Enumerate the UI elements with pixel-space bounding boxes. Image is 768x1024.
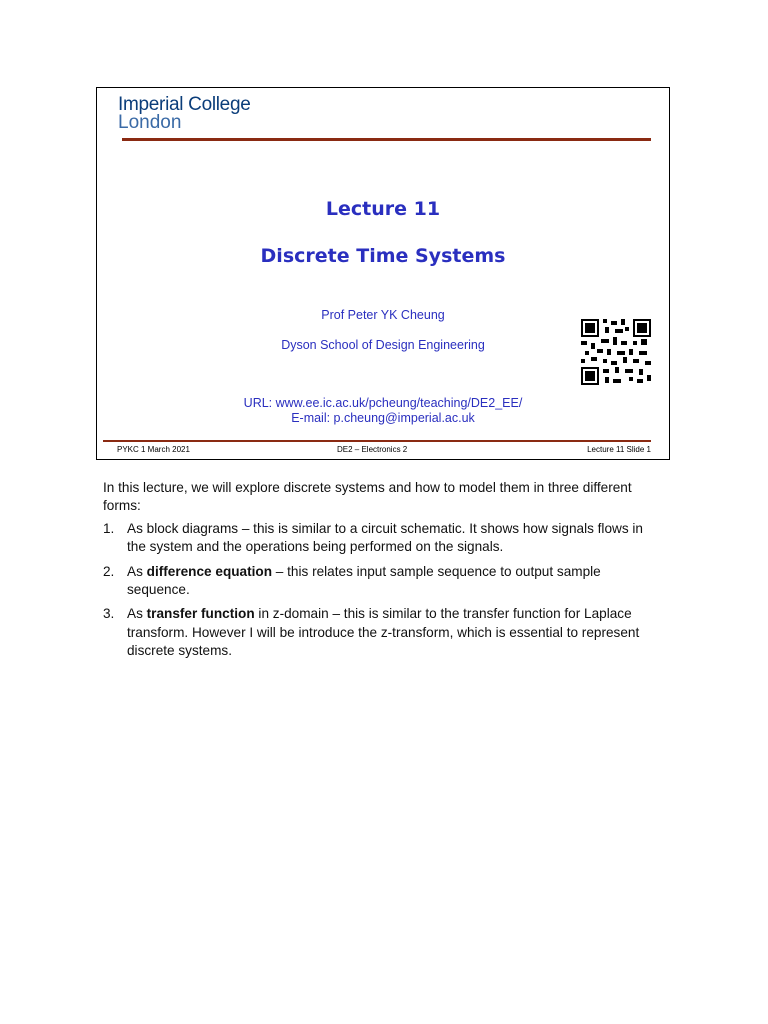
- imperial-logo: [118, 96, 251, 132]
- list-number: 2.: [103, 563, 115, 579]
- email-link[interactable]: E-mail: p.cheung@imperial.ac.uk: [291, 411, 475, 425]
- lecture-slide: [96, 87, 670, 460]
- logo-line-2: London: [118, 112, 182, 133]
- logo-line-1: Imperial College: [118, 94, 251, 115]
- list-item: [103, 520, 663, 557]
- item-text-pre: As: [127, 563, 147, 579]
- slide-title: Lecture 11: [325, 198, 441, 220]
- item-text: As block diagrams – this is similar to a circuit schematic. It shows how signals flows in the system and the operations being performed on the signals.: [127, 520, 643, 555]
- list-number: 1.: [103, 520, 115, 536]
- item-text-post: in z-domain – this is similar to the transfer function for Laplace transform. However I will be introduce the z-transform, which is essential to represent discrete systems.: [127, 606, 640, 659]
- school-name: Dyson School of Design Engineering: [281, 338, 485, 352]
- footer-author-date: PYKC 1 March 2021: [117, 445, 190, 454]
- list-item: [103, 605, 663, 660]
- header-rule: [122, 138, 651, 141]
- notes-intro: In this lecture, we will explore discrete systems and how to model them in three different forms:: [103, 480, 632, 514]
- qr-code-icon: [581, 319, 651, 385]
- item-text-pre: As: [127, 606, 147, 622]
- slide-subtitle: Discrete Time Systems: [260, 245, 506, 267]
- item-term: transfer function: [146, 606, 255, 622]
- footer-course: DE2 – Electronics 2: [337, 445, 408, 454]
- contact-block: [97, 396, 669, 426]
- list-item: [103, 563, 663, 600]
- footer-slide-number: Lecture 11 Slide 1: [587, 445, 651, 454]
- list-number: 3.: [103, 606, 115, 622]
- footer-rule: [103, 440, 651, 442]
- author-name: Prof Peter YK Cheung: [321, 308, 445, 322]
- lecture-notes: [103, 479, 663, 667]
- forms-list: [103, 520, 663, 661]
- item-text-post: – this relates input sample sequence to output sample sequence.: [127, 563, 601, 598]
- url-link[interactable]: URL: www.ee.ic.ac.uk/pcheung/teaching/DE2_EE/: [243, 396, 523, 410]
- item-term: difference equation: [146, 563, 273, 579]
